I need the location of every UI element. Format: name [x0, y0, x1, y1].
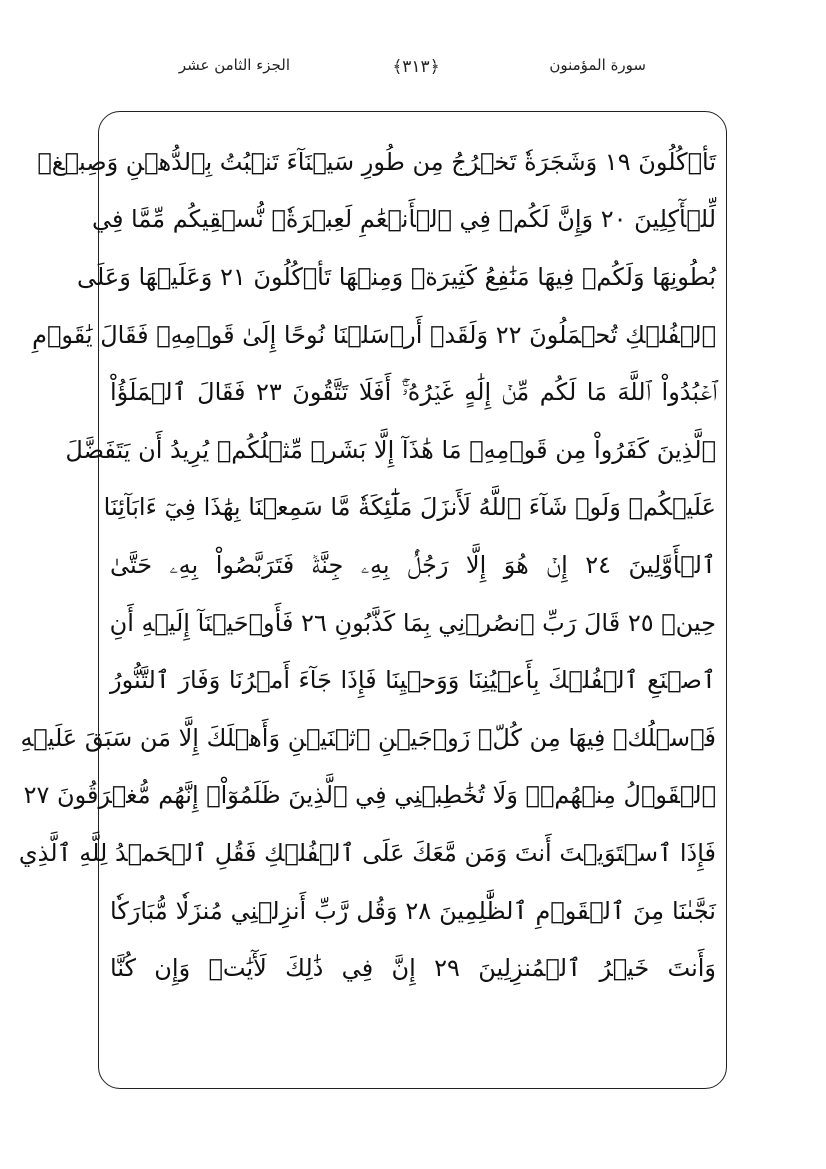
header-page-number: ﴿٣١٣﴾ — [392, 57, 440, 77]
text-line — [110, 939, 716, 997]
text-line-content: تَأۡكُلُونَ ١٩ وَشَجَرَةٗ تَخۡرُجُ مِن طُورِ سَيۡنَآءَ تَنۢبُتُ بِٱلدُّهۡنِ وَصِبۡغٖ — [37, 147, 716, 176]
text-line — [110, 363, 716, 421]
header-surah-name: سورة المؤمنون — [549, 56, 646, 74]
text-line-content: حِينٖ ٢٥ قَالَ رَبِّ ٱنصُرۡنِي بِمَا كَذَّبُونِ ٢٦ فَأَوۡحَيۡنَآ إِلَيۡهِ أَنِ — [109, 608, 716, 637]
text-line-content: ٱصۡنَعِ ٱلۡفُلۡكَ بِأَعۡيُنِنَا وَوَحۡيِنَا فَإِذَا جَآءَ أَمۡرُنَا وَفَارَ ٱلتَّنُّورُ — [110, 666, 716, 695]
text-line-content: بُطُونِهَا وَلَكُمۡ فِيهَا مَنَٰفِعُ كَثِيرَةٞ وَمِنۡهَا تَأۡكُلُونَ ٢١ وَعَلَيۡهَا وَعَلَى — [76, 262, 716, 291]
text-line — [110, 536, 716, 594]
text-line-content: ٱلَّذِينَ كَفَرُواْ مِن قَوۡمِهِۦ مَا هَٰذَآ إِلَّا بَشَرٞ مِّثۡلُكُمۡ يُرِيدُ أَن يَتَفَضَّلَ — [65, 435, 716, 464]
text-line — [91, 191, 716, 249]
text-line-content: وَأَنتَ خَيۡرُ ٱلۡمُنزِلِينَ ٢٩ إِنَّ فِي ذَٰلِكَ لَأٓيَٰتٖ وَإِن كُنَّا — [110, 954, 717, 983]
text-line — [20, 709, 716, 767]
text-line-content: ٱعۡبُدُواْ ٱللَّهَ مَا لَكُم مِّنۡ إِلَٰهٍ غَيۡرُهُۥٓۚ أَفَلَا تَتَّقُونَ ٢٣ فَقَالَ ٱلۡمَلَؤُاْ — [110, 378, 716, 407]
text-line — [110, 882, 716, 940]
text-line — [110, 651, 716, 709]
text-line — [23, 767, 716, 825]
text-line-content: ٱلۡقَوۡلُ مِنۡهُمۡۖ وَلَا تُخَٰطِبۡنِي فِي ٱلَّذِينَ ظَلَمُوٓاْۖ إِنَّهُم مُّغۡرَقُونَ ٢٧ — [23, 781, 716, 810]
text-line — [18, 824, 716, 882]
header-juz-name: الجزء الثامن عشر — [178, 56, 290, 74]
text-line — [110, 594, 716, 652]
text-line — [65, 421, 716, 479]
text-line-content: عَلَيۡكُمۡ وَلَوۡ شَآءَ ٱللَّهُ لَأَنزَلَ مَلَٰٓئِكَةٗ مَّا سَمِعۡنَا بِهَٰذَا فِيٓ ءَابَآئِنَا — [103, 493, 716, 522]
text-line — [32, 306, 716, 364]
text-line-content: فَٱسۡلُكۡ فِيهَا مِن كُلّٖ زَوۡجَيۡنِ ٱثۡنَيۡنِ وَأَهۡلَكَ إِلَّا مَن سَبَقَ عَلَيۡهِ — [20, 723, 716, 752]
text-line-content: ٱلۡأَوَّلِينَ ٢٤ إِنۡ هُوَ إِلَّا رَجُلُۢ بِهِۦ جِنَّةٞ فَتَرَبَّصُواْ بِهِۦ حَتَّىٰ — [110, 550, 716, 579]
text-line — [37, 133, 716, 191]
text-line-content: ٱلۡفُلۡكِ تُحۡمَلُونَ ٢٢ وَلَقَدۡ أَرۡسَلۡنَا نُوحًا إِلَىٰ قَوۡمِهِۦ فَقَالَ يَٰقَوۡمِ — [32, 320, 716, 349]
text-line-content: لِّلۡأٓكِلِينَ ٢٠ وَإِنَّ لَكُمۡ فِي ٱلۡأَنۡعَٰمِ لَعِبۡرَةٗۖ نُّسۡقِيكُم مِّمَّا فِي — [91, 205, 716, 234]
text-line-content: نَجَّىٰنَا مِنَ ٱلۡقَوۡمِ ٱلظَّٰلِمِينَ ٢٨ وَقُل رَّبِّ أَنزِلۡنِي مُنزَلٗا مُّبَارَكٗا — [110, 896, 716, 925]
text-line — [76, 248, 716, 306]
text-line-content: فَإِذَا ٱسۡتَوَيۡتَ أَنتَ وَمَن مَّعَكَ عَلَى ٱلۡفُلۡكِ فَقُلِ ٱلۡحَمۡدُ لِلَّهِ ٱلَّذِي — [18, 838, 716, 867]
text-line — [103, 479, 716, 537]
text-body — [18, 133, 717, 997]
